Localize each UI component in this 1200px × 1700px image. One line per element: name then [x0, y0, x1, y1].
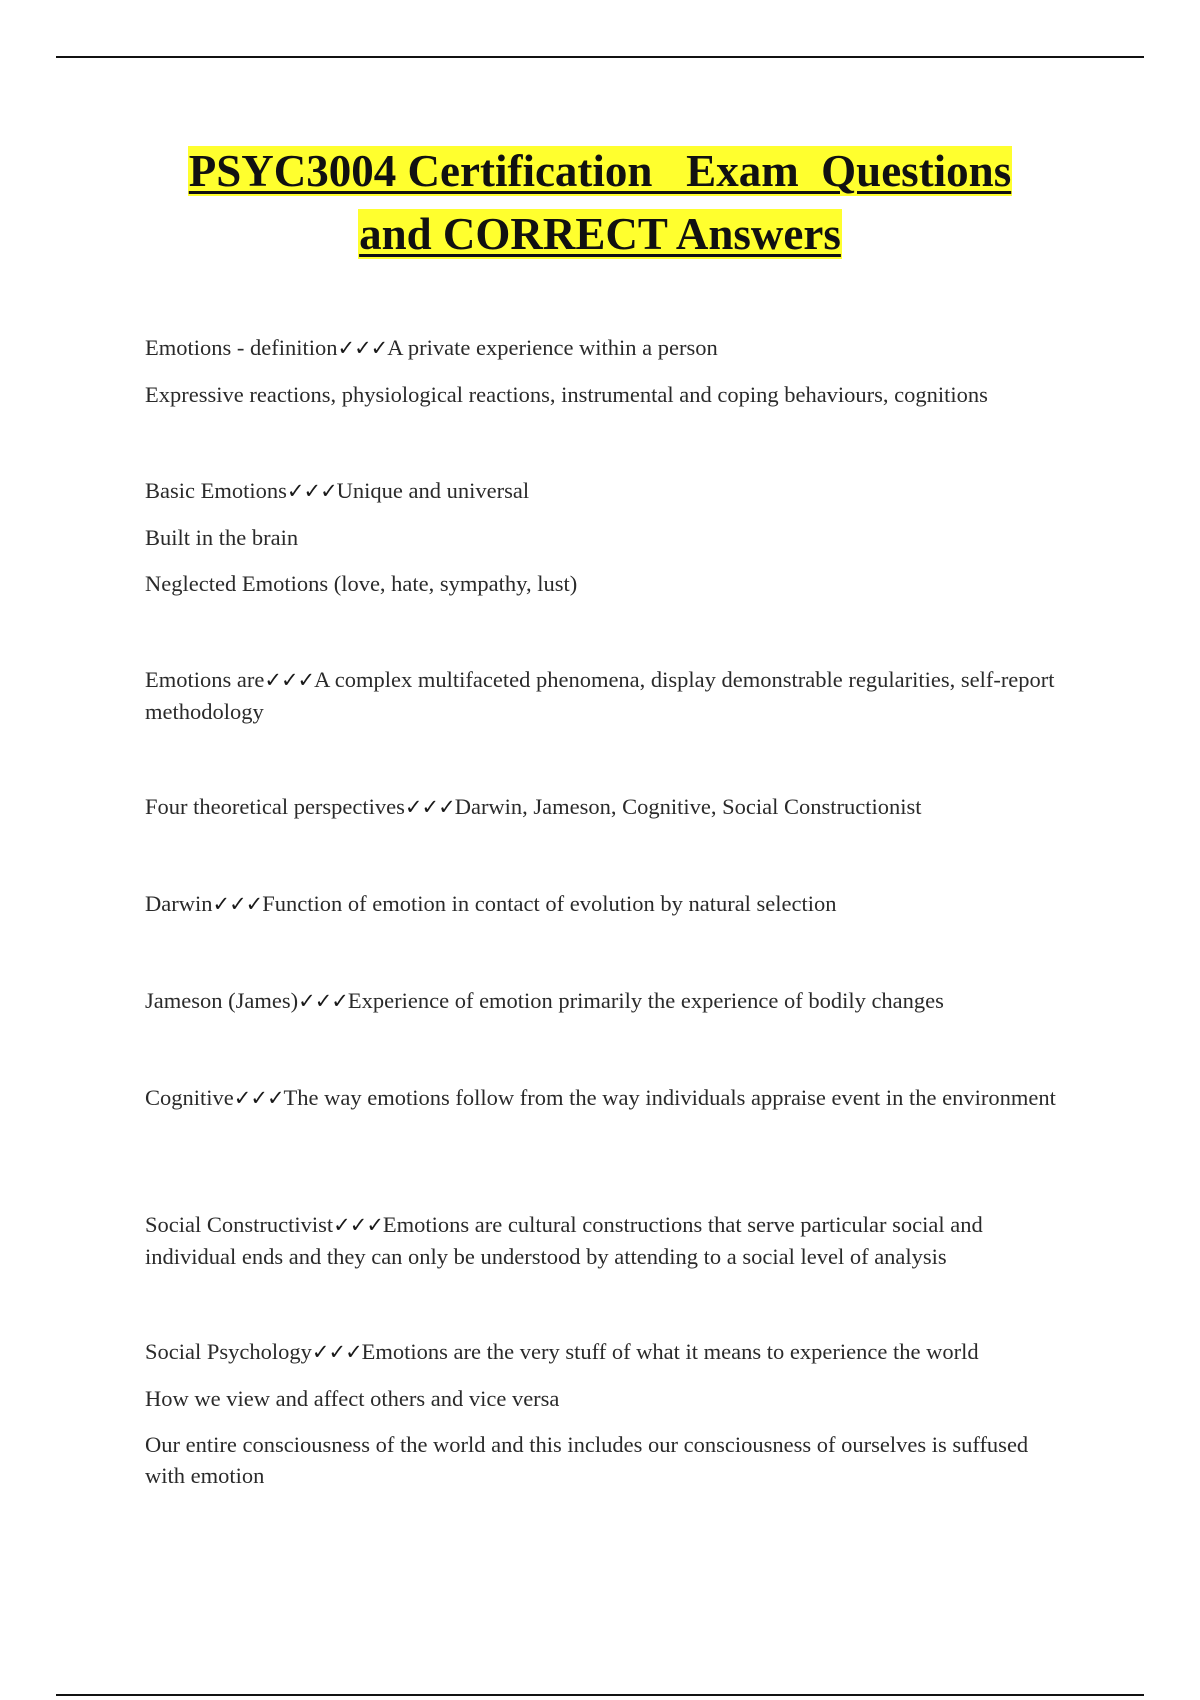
top-rule	[56, 56, 1144, 58]
entry-emotions-definition	[145, 332, 1065, 410]
entry-question-line	[145, 791, 1065, 823]
entry-extra-line: Our entire consciousness of the world and this includes our consciousness of ourselves is suffused with emotion	[145, 1432, 1029, 1488]
entry-term: Jameson (James)	[145, 988, 299, 1013]
entry-term: Four theoretical perspectives	[145, 794, 405, 819]
entry-question-line	[145, 985, 1065, 1017]
entry-term: Social Psychology	[145, 1339, 312, 1364]
title-line-2: and CORRECT Answers	[359, 209, 841, 259]
entry-answer: Unique and universal	[336, 478, 530, 503]
check-marks-icon: ✓✓✓	[404, 795, 455, 819]
check-marks-icon: ✓✓✓	[264, 668, 315, 692]
bottom-rule	[56, 1694, 1144, 1696]
check-marks-icon: ✓✓✓	[212, 892, 263, 916]
check-marks-icon: ✓✓✓	[337, 336, 388, 360]
entry-extra-line: Expressive reactions, physiological reactions, instrumental and coping behaviours, cognitions	[145, 382, 988, 407]
entry-extra-line: Neglected Emotions (love, hate, sympathy, lust)	[145, 571, 578, 596]
entry-question-line	[145, 1209, 1065, 1272]
entry-social-constructivist	[145, 1209, 1065, 1272]
entry-answer: Darwin, Jameson, Cognitive, Social Constructionist	[454, 794, 922, 819]
title-line-1: PSYC3004 Certification Exam Questions	[188, 146, 1012, 196]
entry-term: Emotions are	[145, 667, 265, 692]
check-marks-icon: ✓✓✓	[311, 1340, 362, 1364]
entry-question-line	[145, 332, 1065, 364]
entry-term: Basic Emotions	[145, 478, 287, 503]
entry-emotions-are	[145, 664, 1065, 727]
entry-darwin	[145, 888, 1065, 920]
check-marks-icon: ✓✓✓	[286, 479, 337, 503]
entry-term: Cognitive	[145, 1085, 234, 1110]
entry-term: Social Constructivist	[145, 1212, 334, 1237]
check-marks-icon: ✓✓✓	[333, 1213, 383, 1237]
entry-answer: Experience of emotion primarily the experience of bodily changes	[347, 988, 944, 1013]
entry-extra-line: How we view and affect others and vice versa	[145, 1386, 560, 1411]
entry-answer: A private experience within a person	[387, 335, 718, 360]
entry-jameson	[145, 985, 1065, 1017]
entry-cognitive	[145, 1082, 1065, 1114]
entry-answer: A complex multifaceted phenomena, display demonstrable regularities, self-report methodology	[145, 667, 1055, 724]
entry-question-line	[145, 475, 1065, 507]
entry-term: Emotions - definition	[145, 335, 338, 360]
entry-answer: Emotions are cultural constructions that serve particular social and individual ends and they can only be understood by attending to a social level of analysis	[145, 1212, 983, 1269]
entry-question-line	[145, 1082, 1065, 1114]
entry-extra-line: Built in the brain	[145, 525, 299, 550]
entry-answer: Emotions are the very stuff of what it means to experience the world	[361, 1339, 979, 1364]
document-title	[145, 140, 1055, 266]
check-marks-icon: ✓✓✓	[298, 989, 348, 1013]
entry-four-perspectives	[145, 791, 1065, 823]
entry-term: Darwin	[145, 891, 213, 916]
entry-answer: Function of emotion in contact of evolution by natural selection	[262, 891, 837, 916]
entry-social-psychology	[145, 1336, 1065, 1491]
entry-question-line	[145, 664, 1065, 727]
entry-answer: The way emotions follow from the way individuals appraise event in the environment	[283, 1085, 1056, 1110]
entry-question-line	[145, 888, 1065, 920]
entry-question-line	[145, 1336, 1065, 1368]
entry-basic-emotions	[145, 475, 1065, 599]
check-marks-icon: ✓✓✓	[233, 1086, 284, 1110]
